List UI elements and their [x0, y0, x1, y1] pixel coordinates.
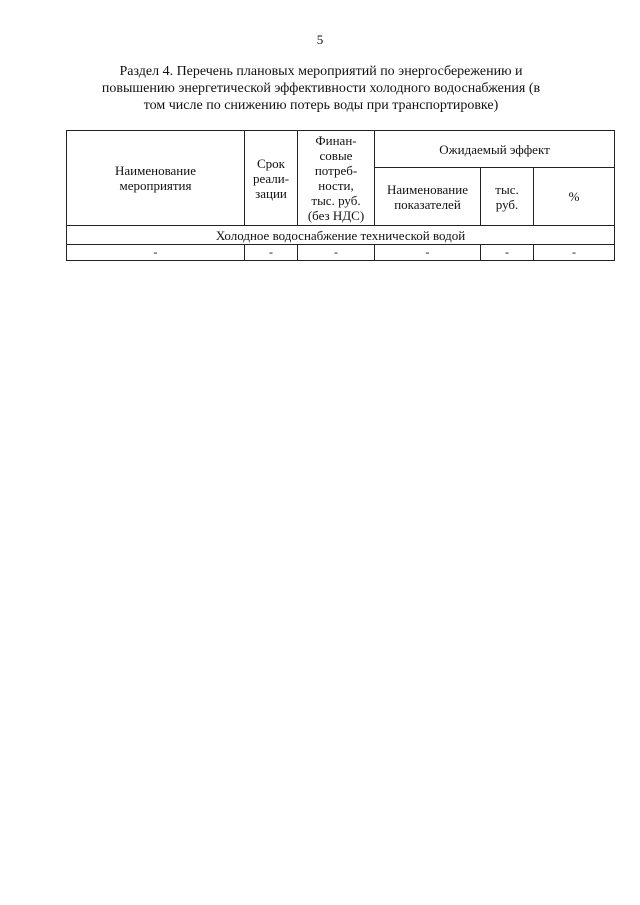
page-number: 5	[316, 32, 324, 47]
section-row-label: Холодное водоснабжение технической водой	[67, 226, 615, 245]
header-measure-name: Наименование мероприятия	[67, 131, 245, 226]
section-title-line: Раздел 4. Перечень плановых мероприятий по энергосбережению и	[119, 64, 523, 79]
section-title-line: том числе по снижению потерь воды при транспортировке)	[143, 98, 499, 113]
table-cell: -	[245, 245, 298, 261]
header-expected-effect: Ожидаемый эффект	[375, 131, 615, 168]
header-term: Срок реали- зации	[245, 131, 298, 226]
table-cell: -	[375, 245, 481, 261]
section-title-line: повышению энергетической эффективности холодного водоснабжения (в	[101, 81, 541, 96]
measures-table	[66, 130, 615, 261]
header-thousand-rub: тыс. руб.	[481, 168, 534, 226]
table-cell: -	[481, 245, 534, 261]
table-cell: -	[67, 245, 245, 261]
section-title	[80, 63, 562, 114]
table-row	[67, 245, 615, 261]
header-financial-needs: Финан- совые потреб- ности, тыс. руб. (без НДС)	[298, 131, 375, 226]
header-indicator-name: Наименование показателей	[375, 168, 481, 226]
table-cell: -	[534, 245, 615, 261]
header-percent: %	[534, 168, 615, 226]
table-cell: -	[298, 245, 375, 261]
